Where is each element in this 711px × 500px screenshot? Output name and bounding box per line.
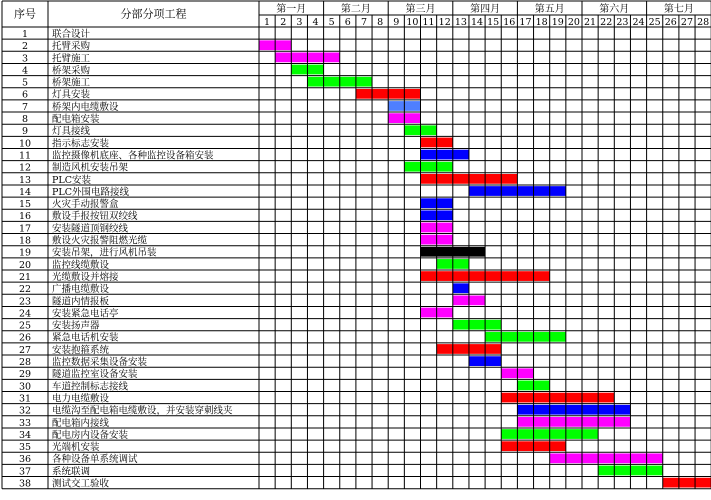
task-number: 9 xyxy=(21,126,29,138)
week-label: 9 xyxy=(393,17,400,28)
task-number: 34 xyxy=(18,429,32,441)
task-number: 31 xyxy=(18,393,32,405)
task-bar xyxy=(501,393,614,403)
week-label: 20 xyxy=(567,17,580,28)
task-number: 25 xyxy=(18,320,32,332)
task-name: 紧急电话机安装 xyxy=(52,332,119,344)
week-label: 1 xyxy=(264,17,271,28)
week-label: 3 xyxy=(296,17,303,28)
task-name: 监控线缆敷设 xyxy=(52,259,110,271)
month-label: 第三月 xyxy=(405,4,436,15)
task-number: 11 xyxy=(18,150,32,162)
task-number: 32 xyxy=(18,405,32,417)
week-label: 22 xyxy=(600,17,613,28)
week-label: 11 xyxy=(422,17,435,28)
task-number: 23 xyxy=(18,296,32,308)
task-name: 电力电缆敷设 xyxy=(52,393,110,405)
task-name: 监控数据采集设备安装 xyxy=(52,357,148,368)
task-bar xyxy=(517,405,630,415)
task-number: 7 xyxy=(21,101,29,113)
task-name: PLC安装 xyxy=(52,174,91,186)
task-number: 4 xyxy=(21,65,29,77)
week-label: 25 xyxy=(648,17,661,28)
task-number: 18 xyxy=(18,235,32,247)
seq-header: 序号 xyxy=(14,7,36,21)
task-number: 10 xyxy=(18,138,32,150)
task-number: 13 xyxy=(18,174,32,186)
week-label: 6 xyxy=(344,17,351,28)
task-number: 36 xyxy=(18,454,32,466)
task-name: 系统联调 xyxy=(52,466,91,478)
week-label: 4 xyxy=(312,17,319,28)
task-name: 隧道内情报板 xyxy=(52,296,110,308)
month-label: 第四月 xyxy=(470,4,501,15)
task-number: 29 xyxy=(18,369,32,381)
task-header: 分部分项工程 xyxy=(120,7,187,21)
task-name: 广播电缆敷设 xyxy=(52,284,110,296)
task-name: 光缆敷设并熔接 xyxy=(52,271,119,283)
task-bar xyxy=(421,150,469,160)
week-label: 24 xyxy=(632,17,645,28)
task-name: 灯具安装 xyxy=(52,89,91,101)
task-number: 2 xyxy=(21,41,29,53)
week-label: 14 xyxy=(470,17,484,28)
task-name: 隧道监控室设备安装 xyxy=(52,369,138,381)
task-bar xyxy=(404,162,452,172)
task-number: 22 xyxy=(18,284,32,296)
week-label: 16 xyxy=(503,17,516,28)
task-number: 37 xyxy=(18,466,32,478)
task-name: 光端机安装 xyxy=(52,442,100,454)
month-label: 第二月 xyxy=(340,4,371,15)
task-bar xyxy=(517,417,630,427)
task-number: 17 xyxy=(18,223,32,235)
task-number: 21 xyxy=(18,271,32,283)
task-name: 安装隧道顶钢绞线 xyxy=(52,223,129,235)
task-name: 敷设火灾报警阻燃光缆 xyxy=(52,235,148,247)
task-number: 14 xyxy=(18,186,32,198)
task-number: 6 xyxy=(21,89,29,101)
task-bar xyxy=(453,320,501,330)
week-label: 17 xyxy=(519,17,532,28)
task-name: 托臂施工 xyxy=(52,53,91,65)
task-bar xyxy=(550,453,663,463)
task-number: 3 xyxy=(21,53,29,65)
task-name: 监控摄像机底座、各种监控设备箱安装 xyxy=(52,150,214,162)
month-label: 第七月 xyxy=(663,4,694,15)
week-label: 12 xyxy=(438,17,451,28)
task-number: 15 xyxy=(18,199,32,211)
task-number: 20 xyxy=(18,259,32,271)
task-number: 19 xyxy=(18,247,32,259)
month-label: 第五月 xyxy=(534,4,565,15)
task-number: 5 xyxy=(21,77,29,89)
task-name: 桥架内电缆敷设 xyxy=(52,101,119,113)
task-name: 安装紧急电话亭 xyxy=(52,308,119,320)
week-label: 28 xyxy=(697,17,710,28)
task-number: 12 xyxy=(18,162,32,174)
task-number: 38 xyxy=(18,478,32,490)
task-number: 1 xyxy=(21,28,29,40)
week-label: 27 xyxy=(680,17,694,28)
task-bar xyxy=(453,283,469,293)
task-name: 配电箱内接线 xyxy=(52,417,110,429)
week-label: 21 xyxy=(584,17,597,28)
task-name: 各种设备单系统调试 xyxy=(52,454,138,466)
week-label: 10 xyxy=(406,17,419,28)
task-name: 托臂采购 xyxy=(52,41,91,53)
task-name: 火灾手动报警盒 xyxy=(52,199,119,211)
week-label: 18 xyxy=(535,17,548,28)
week-label: 26 xyxy=(664,17,677,28)
task-number: 30 xyxy=(18,381,32,393)
task-name: 安装吊架，进行风机吊装 xyxy=(52,247,157,259)
task-name: 桥架采购 xyxy=(52,65,91,77)
task-name: 敷设手报按钮双绞线 xyxy=(52,211,138,223)
task-number: 27 xyxy=(18,344,32,356)
task-name: 配电房内设备安装 xyxy=(52,429,129,441)
task-name: 车道控制标志接线 xyxy=(52,381,129,393)
task-name: 指示标志安装 xyxy=(52,138,110,150)
task-bar xyxy=(485,332,566,342)
task-name: 安装扬声器 xyxy=(52,320,100,332)
week-label: 23 xyxy=(616,17,629,28)
week-label: 7 xyxy=(360,17,367,28)
task-name: 制造风机安装吊架 xyxy=(52,162,129,174)
week-label: 19 xyxy=(551,17,564,28)
week-label: 13 xyxy=(454,17,467,28)
task-number: 33 xyxy=(18,417,32,429)
task-name: 配电箱安装 xyxy=(52,114,100,125)
task-number: 35 xyxy=(18,442,32,454)
task-number: 8 xyxy=(21,114,29,125)
task-bar xyxy=(663,478,711,488)
week-label: 8 xyxy=(377,17,384,28)
week-label: 5 xyxy=(328,17,335,28)
week-label: 2 xyxy=(280,17,287,28)
task-name: 桥架施工 xyxy=(52,77,91,89)
task-number: 26 xyxy=(18,332,32,344)
task-number: 28 xyxy=(18,357,32,368)
week-label: 15 xyxy=(487,17,500,28)
task-number: 16 xyxy=(18,211,32,223)
task-name: 安装抱箍系统 xyxy=(52,344,110,356)
task-name: 联合设计 xyxy=(52,28,91,40)
month-label: 第一月 xyxy=(276,4,307,15)
task-number: 24 xyxy=(18,308,32,320)
task-name: 测试交工验收 xyxy=(52,478,110,490)
task-name: 电缆沟至配电箱电缆敷设，并安装穿刺线夹 xyxy=(52,405,233,417)
task-name: PLC外围电路接线 xyxy=(52,186,129,198)
task-name: 灯具接线 xyxy=(52,126,91,138)
month-label: 第六月 xyxy=(599,4,630,15)
